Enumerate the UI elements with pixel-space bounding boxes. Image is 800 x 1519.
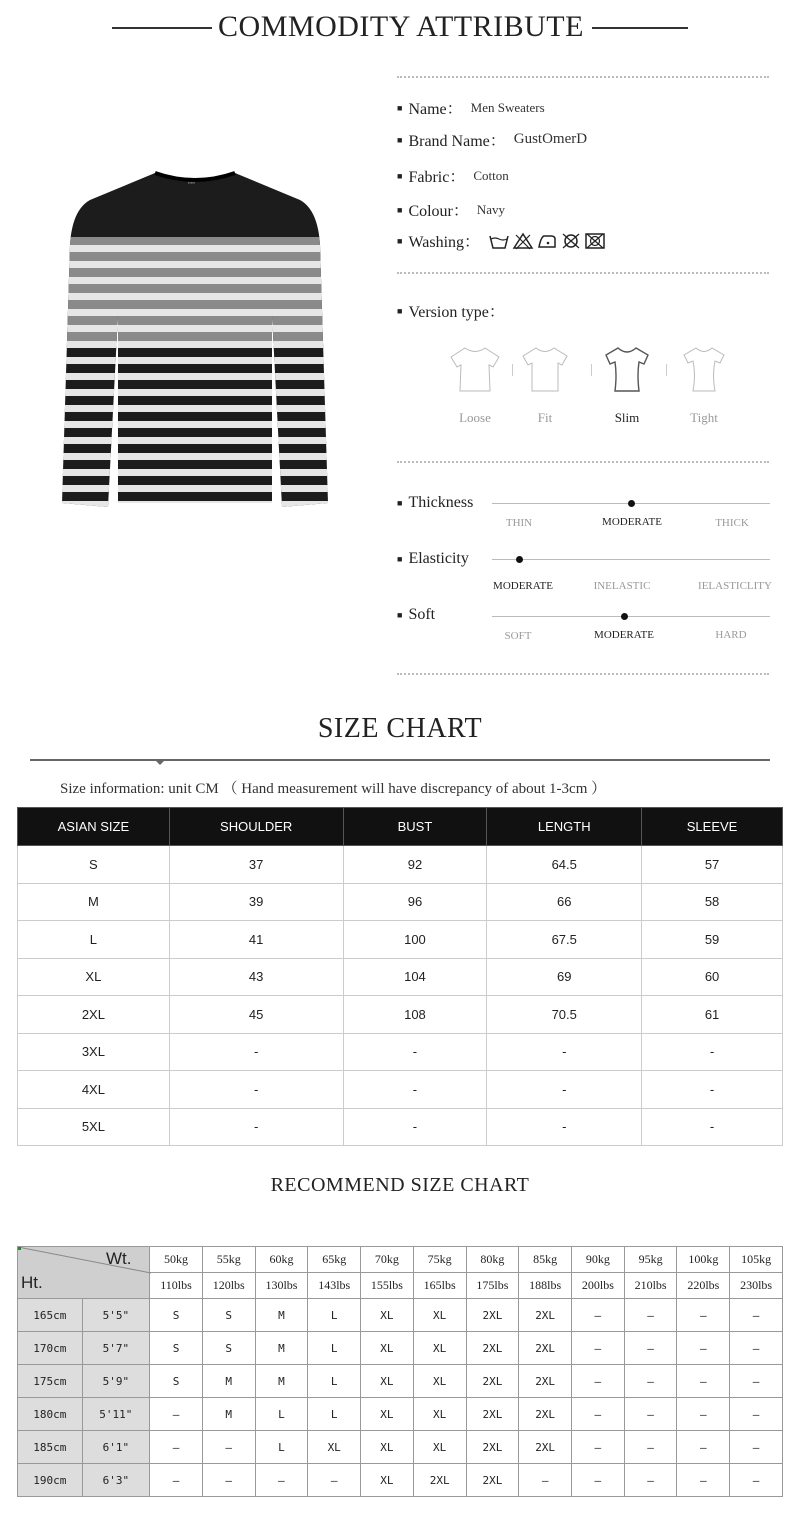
recommend-size: XL bbox=[413, 1431, 466, 1464]
recommend-size: – bbox=[677, 1332, 730, 1365]
recommend-row bbox=[18, 1431, 783, 1464]
recommend-size: M bbox=[255, 1299, 308, 1332]
size-cell: - bbox=[343, 1071, 487, 1109]
recommend-size: XL bbox=[361, 1464, 414, 1497]
attr-colour-key: Colour： bbox=[408, 203, 469, 220]
height-ft: 6'3" bbox=[82, 1464, 150, 1497]
col-asian-size: ASIAN SIZE bbox=[18, 808, 170, 846]
svg-text:▪▪▪▪▪: ▪▪▪▪▪ bbox=[188, 180, 196, 185]
recommend-row bbox=[18, 1299, 783, 1332]
col-length: LENGTH bbox=[487, 808, 642, 846]
size-row bbox=[18, 921, 783, 959]
weight-lbs: 175lbs bbox=[466, 1273, 519, 1299]
weight-kg: 50kg bbox=[150, 1247, 203, 1273]
recommend-size: XL bbox=[361, 1299, 414, 1332]
size-chart-rule-notch bbox=[154, 759, 166, 765]
height-ft: 5'11" bbox=[82, 1398, 150, 1431]
sweater-stripe bbox=[60, 453, 330, 460]
weight-lbs: 130lbs bbox=[255, 1273, 308, 1299]
attr-brand-value: GustOmerD bbox=[513, 131, 588, 147]
attr-fabric-key: Fabric： bbox=[408, 169, 466, 186]
size-cell: 69 bbox=[487, 958, 642, 996]
soft-marker bbox=[621, 613, 628, 620]
recommend-kg-row bbox=[18, 1247, 783, 1273]
sweater-stripe bbox=[60, 501, 330, 508]
recommend-size: L bbox=[308, 1398, 361, 1431]
size-cell: - bbox=[169, 1108, 343, 1146]
col-sleeve: SLEEVE bbox=[642, 808, 783, 846]
size-cell: 92 bbox=[343, 846, 487, 884]
height-cm: 185cm bbox=[18, 1431, 83, 1464]
divider-top bbox=[397, 76, 769, 78]
weight-kg: 70kg bbox=[361, 1247, 414, 1273]
sweater-stripe bbox=[60, 261, 330, 268]
recommend-table bbox=[17, 1246, 783, 1497]
size-row bbox=[18, 883, 783, 921]
size-cell: 60 bbox=[642, 958, 783, 996]
size-cell: 43 bbox=[169, 958, 343, 996]
recommend-size: – bbox=[150, 1464, 203, 1497]
elasticity-label-text: Elasticity bbox=[408, 550, 469, 567]
recommend-size: M bbox=[255, 1365, 308, 1398]
thickness-tick-thin: THIN bbox=[505, 517, 533, 529]
size-cell: 70.5 bbox=[487, 996, 642, 1034]
weight-kg: 60kg bbox=[255, 1247, 308, 1273]
recommend-size: L bbox=[308, 1299, 361, 1332]
divider-bottom bbox=[397, 673, 769, 675]
recommend-size: 2XL bbox=[466, 1431, 519, 1464]
size-cell: - bbox=[487, 1071, 642, 1109]
weight-kg: 55kg bbox=[202, 1247, 255, 1273]
size-chart-rule bbox=[30, 759, 770, 761]
sweater-stripe bbox=[60, 277, 330, 284]
recommend-size: – bbox=[624, 1332, 677, 1365]
recommend-size: – bbox=[624, 1365, 677, 1398]
recommend-title: RECOMMEND SIZE CHART bbox=[270, 1174, 530, 1196]
height-ft: 6'1" bbox=[82, 1431, 150, 1464]
recommend-size: – bbox=[572, 1431, 625, 1464]
size-cell: 104 bbox=[343, 958, 487, 996]
version-loose-label: Loose bbox=[459, 410, 491, 425]
recommend-size: XL bbox=[413, 1332, 466, 1365]
recommend-size: 2XL bbox=[466, 1365, 519, 1398]
recommend-size: – bbox=[202, 1464, 255, 1497]
recommend-size: S bbox=[150, 1365, 203, 1398]
size-cell: - bbox=[343, 1108, 487, 1146]
recommend-size: – bbox=[624, 1431, 677, 1464]
size-cell: 59 bbox=[642, 921, 783, 959]
weight-kg: 95kg bbox=[624, 1247, 677, 1273]
thickness-tick-thick: THICK bbox=[715, 517, 749, 529]
recommend-size: L bbox=[255, 1431, 308, 1464]
attr-name-key: Name： bbox=[408, 101, 463, 118]
version-fit-label: Fit bbox=[537, 410, 553, 425]
size-row bbox=[18, 958, 783, 996]
soft-tick-hard: HARD bbox=[715, 629, 747, 641]
recommend-size: XL bbox=[361, 1398, 414, 1431]
size-cell: 66 bbox=[487, 883, 642, 921]
elasticity-tick-inelastic: INELASTIC bbox=[593, 580, 651, 592]
elasticity-tick-moderate: MODERATE bbox=[493, 580, 553, 592]
divider-mid-2 bbox=[397, 461, 769, 463]
weight-kg: 65kg bbox=[308, 1247, 361, 1273]
recommend-size: – bbox=[677, 1299, 730, 1332]
attr-name-value: Men Sweaters bbox=[470, 99, 545, 115]
weight-lbs: 120lbs bbox=[202, 1273, 255, 1299]
elasticity-marker bbox=[516, 556, 523, 563]
recommend-size: 2XL bbox=[466, 1464, 519, 1497]
size-chart-note: Size information: unit CM （ Hand measurement will have discrepancy of about 1-3cm ） bbox=[60, 781, 607, 797]
elasticity-track bbox=[492, 559, 770, 560]
size-row bbox=[18, 996, 783, 1034]
recommend-size: – bbox=[624, 1464, 677, 1497]
weight-lbs: 110lbs bbox=[150, 1273, 203, 1299]
thickness-label: ■ Thickness bbox=[397, 494, 474, 511]
version-type-label: Version type： bbox=[408, 304, 505, 321]
weight-lbs: 210lbs bbox=[624, 1273, 677, 1299]
version-separator bbox=[591, 364, 592, 376]
soft-tick-moderate: MODERATE bbox=[594, 629, 654, 641]
recommend-row bbox=[18, 1332, 783, 1365]
version-fit bbox=[519, 345, 571, 426]
weight-lbs: 155lbs bbox=[361, 1273, 414, 1299]
recommend-size: – bbox=[677, 1431, 730, 1464]
size-cell: - bbox=[642, 1033, 783, 1071]
size-cell: - bbox=[487, 1033, 642, 1071]
sweater-stripe bbox=[60, 293, 330, 300]
recommend-size: S bbox=[150, 1299, 203, 1332]
soft-label-text: Soft bbox=[408, 606, 436, 623]
version-slim-label: Slim bbox=[614, 410, 640, 425]
no-bleach-icon bbox=[512, 231, 534, 251]
recommend-size: 2XL bbox=[466, 1398, 519, 1431]
recommend-size: 2XL bbox=[519, 1431, 572, 1464]
size-cell: - bbox=[642, 1108, 783, 1146]
size-cell: - bbox=[487, 1108, 642, 1146]
height-cm: 170cm bbox=[18, 1332, 83, 1365]
sweater-stripe bbox=[60, 421, 330, 428]
recommend-size: 2XL bbox=[519, 1398, 572, 1431]
attr-washing-key: Washing： bbox=[408, 234, 481, 251]
tshirt-fit-icon bbox=[519, 345, 571, 393]
size-cell: 57 bbox=[642, 846, 783, 884]
wash-tub-icon bbox=[488, 231, 510, 251]
size-cell: - bbox=[169, 1033, 343, 1071]
height-ft: 5'5" bbox=[82, 1299, 150, 1332]
weight-kg: 75kg bbox=[413, 1247, 466, 1273]
size-table-header bbox=[18, 808, 783, 846]
recommend-size: – bbox=[572, 1398, 625, 1431]
weight-lbs: 220lbs bbox=[677, 1273, 730, 1299]
recommend-size: – bbox=[150, 1431, 203, 1464]
header-rule-right bbox=[592, 27, 688, 29]
recommend-size: L bbox=[308, 1332, 361, 1365]
size-cell: L bbox=[18, 921, 170, 959]
recommend-size: – bbox=[730, 1464, 783, 1497]
weight-kg: 100kg bbox=[677, 1247, 730, 1273]
attr-fabric: ■ Fabric： Cotton bbox=[397, 164, 509, 187]
recommend-size: – bbox=[572, 1299, 625, 1332]
attr-fabric-value: Cotton bbox=[473, 167, 509, 183]
version-tight-label: Tight bbox=[690, 410, 718, 425]
recommend-size: XL bbox=[308, 1431, 361, 1464]
size-cell: 100 bbox=[343, 921, 487, 959]
size-cell: M bbox=[18, 883, 170, 921]
version-separator bbox=[666, 364, 667, 376]
no-tumble-dry-icon bbox=[560, 231, 582, 251]
sweater-stripe bbox=[60, 373, 330, 380]
weight-kg: 80kg bbox=[466, 1247, 519, 1273]
recommend-size: – bbox=[677, 1398, 730, 1431]
size-cell: - bbox=[169, 1071, 343, 1109]
recommend-size: XL bbox=[413, 1365, 466, 1398]
size-cell: 4XL bbox=[18, 1071, 170, 1109]
recommend-size: S bbox=[150, 1332, 203, 1365]
size-cell: 96 bbox=[343, 883, 487, 921]
attr-washing: ■ Washing： bbox=[397, 229, 608, 252]
thickness-tick-moderate: MODERATE bbox=[602, 516, 662, 528]
recommend-size: – bbox=[150, 1398, 203, 1431]
thickness-label-text: Thickness bbox=[408, 494, 474, 511]
recommend-size: – bbox=[730, 1365, 783, 1398]
recommend-size: 2XL bbox=[519, 1332, 572, 1365]
size-cell: 5XL bbox=[18, 1108, 170, 1146]
weight-kg: 105kg bbox=[730, 1247, 783, 1273]
size-cell: 41 bbox=[169, 921, 343, 959]
recommend-corner bbox=[18, 1247, 150, 1299]
col-shoulder: SHOULDER bbox=[169, 808, 343, 846]
recommend-size: L bbox=[308, 1365, 361, 1398]
size-cell: 3XL bbox=[18, 1033, 170, 1071]
col-bust: BUST bbox=[343, 808, 487, 846]
recommend-size: – bbox=[519, 1464, 572, 1497]
version-separator bbox=[512, 364, 513, 376]
height-cm: 190cm bbox=[18, 1464, 83, 1497]
version-loose bbox=[449, 345, 501, 426]
elasticity-tick-ielasticlity: IELASTICLITY bbox=[698, 580, 772, 592]
recommend-size: – bbox=[624, 1398, 677, 1431]
recommend-size: – bbox=[677, 1365, 730, 1398]
ht-label: Ht. bbox=[21, 1273, 43, 1292]
recommend-size: XL bbox=[361, 1332, 414, 1365]
recommend-size: 2XL bbox=[519, 1365, 572, 1398]
recommend-row bbox=[18, 1365, 783, 1398]
recommend-size: – bbox=[624, 1299, 677, 1332]
product-image bbox=[60, 165, 330, 515]
header-rule-left bbox=[112, 27, 212, 29]
recommend-row bbox=[18, 1398, 783, 1431]
recommend-size: XL bbox=[413, 1299, 466, 1332]
size-cell: 108 bbox=[343, 996, 487, 1034]
size-cell: - bbox=[642, 1071, 783, 1109]
size-cell: 45 bbox=[169, 996, 343, 1034]
recommend-size: L bbox=[255, 1398, 308, 1431]
attr-name: ■ Name： Men Sweaters bbox=[397, 96, 545, 119]
sweater-stripe bbox=[60, 405, 330, 412]
weight-lbs: 230lbs bbox=[730, 1273, 783, 1299]
recommend-row bbox=[18, 1464, 783, 1497]
size-cell: 58 bbox=[642, 883, 783, 921]
size-cell: 37 bbox=[169, 846, 343, 884]
recommend-size: 2XL bbox=[466, 1299, 519, 1332]
size-cell: 64.5 bbox=[487, 846, 642, 884]
recommend-size: – bbox=[677, 1464, 730, 1497]
attr-colour-value: Navy bbox=[476, 201, 506, 217]
thickness-marker bbox=[628, 500, 635, 507]
elasticity-label: ■ Elasticity bbox=[397, 550, 469, 567]
divider-mid-1 bbox=[397, 272, 769, 274]
version-tight bbox=[678, 345, 730, 426]
weight-lbs: 200lbs bbox=[572, 1273, 625, 1299]
recommend-size: – bbox=[202, 1431, 255, 1464]
sweater-stripe bbox=[60, 437, 330, 444]
version-slim bbox=[601, 345, 653, 426]
size-cell: - bbox=[343, 1033, 487, 1071]
tshirt-loose-icon bbox=[449, 345, 501, 393]
weight-lbs: 188lbs bbox=[519, 1273, 572, 1299]
recommend-size: – bbox=[255, 1464, 308, 1497]
tshirt-slim-icon bbox=[601, 345, 653, 393]
weight-kg: 90kg bbox=[572, 1247, 625, 1273]
weight-kg: 85kg bbox=[519, 1247, 572, 1273]
recommend-size: – bbox=[572, 1332, 625, 1365]
recommend-size: M bbox=[255, 1332, 308, 1365]
recommend-size: XL bbox=[361, 1431, 414, 1464]
height-cm: 180cm bbox=[18, 1398, 83, 1431]
recommend-size: XL bbox=[361, 1365, 414, 1398]
recommend-size: XL bbox=[413, 1398, 466, 1431]
recommend-size: S bbox=[202, 1299, 255, 1332]
height-ft: 5'7" bbox=[82, 1332, 150, 1365]
recommend-size: – bbox=[572, 1365, 625, 1398]
size-cell: 67.5 bbox=[487, 921, 642, 959]
recommend-size: – bbox=[730, 1332, 783, 1365]
height-cm: 165cm bbox=[18, 1299, 83, 1332]
size-cell: XL bbox=[18, 958, 170, 996]
recommend-size: M bbox=[202, 1398, 255, 1431]
tshirt-tight-icon bbox=[678, 345, 730, 393]
recommend-size: 2XL bbox=[466, 1332, 519, 1365]
recommend-size: M bbox=[202, 1365, 255, 1398]
size-table bbox=[17, 807, 783, 1146]
sweater-stripe bbox=[60, 341, 330, 348]
size-chart-title: SIZE CHART bbox=[317, 713, 483, 744]
iron-icon bbox=[536, 231, 558, 251]
recommend-size: – bbox=[730, 1431, 783, 1464]
sweater-stripe bbox=[60, 469, 330, 476]
recommend-size: – bbox=[730, 1299, 783, 1332]
sweater-stripe bbox=[60, 485, 330, 492]
recommend-size: – bbox=[308, 1464, 361, 1497]
attr-brand: ■ Brand Name： GustOmerD bbox=[397, 128, 587, 151]
size-row bbox=[18, 1033, 783, 1071]
recommend-size: – bbox=[730, 1398, 783, 1431]
size-row bbox=[18, 846, 783, 884]
wt-label: Wt. bbox=[106, 1249, 132, 1268]
recommend-size: 2XL bbox=[519, 1299, 572, 1332]
size-row bbox=[18, 1108, 783, 1146]
sweater-stripe bbox=[60, 357, 330, 364]
recommend-size: – bbox=[572, 1464, 625, 1497]
sweater-stripe bbox=[60, 245, 330, 252]
sweater-stripe bbox=[60, 325, 330, 332]
no-dry-clean-icon bbox=[584, 231, 606, 251]
attr-brand-key: Brand Name： bbox=[408, 133, 506, 150]
height-cm: 175cm bbox=[18, 1365, 83, 1398]
recommend-size: S bbox=[202, 1332, 255, 1365]
soft-label: ■ Soft bbox=[397, 606, 436, 623]
soft-tick-soft: SOFT bbox=[504, 630, 532, 642]
height-ft: 5'9" bbox=[82, 1365, 150, 1398]
recommend-size: 2XL bbox=[413, 1464, 466, 1497]
size-cell: 61 bbox=[642, 996, 783, 1034]
page-title: COMMODITY ATTRIBUTE bbox=[218, 10, 584, 43]
sweater-stripe bbox=[60, 309, 330, 316]
soft-track bbox=[492, 616, 770, 617]
weight-lbs: 165lbs bbox=[413, 1273, 466, 1299]
version-type: ■ Version type： bbox=[397, 299, 513, 322]
size-cell: S bbox=[18, 846, 170, 884]
size-cell: 39 bbox=[169, 883, 343, 921]
size-row bbox=[18, 1071, 783, 1109]
size-cell: 2XL bbox=[18, 996, 170, 1034]
attr-colour: ■ Colour： Navy bbox=[397, 198, 505, 221]
sweater-stripe bbox=[60, 389, 330, 396]
weight-lbs: 143lbs bbox=[308, 1273, 361, 1299]
